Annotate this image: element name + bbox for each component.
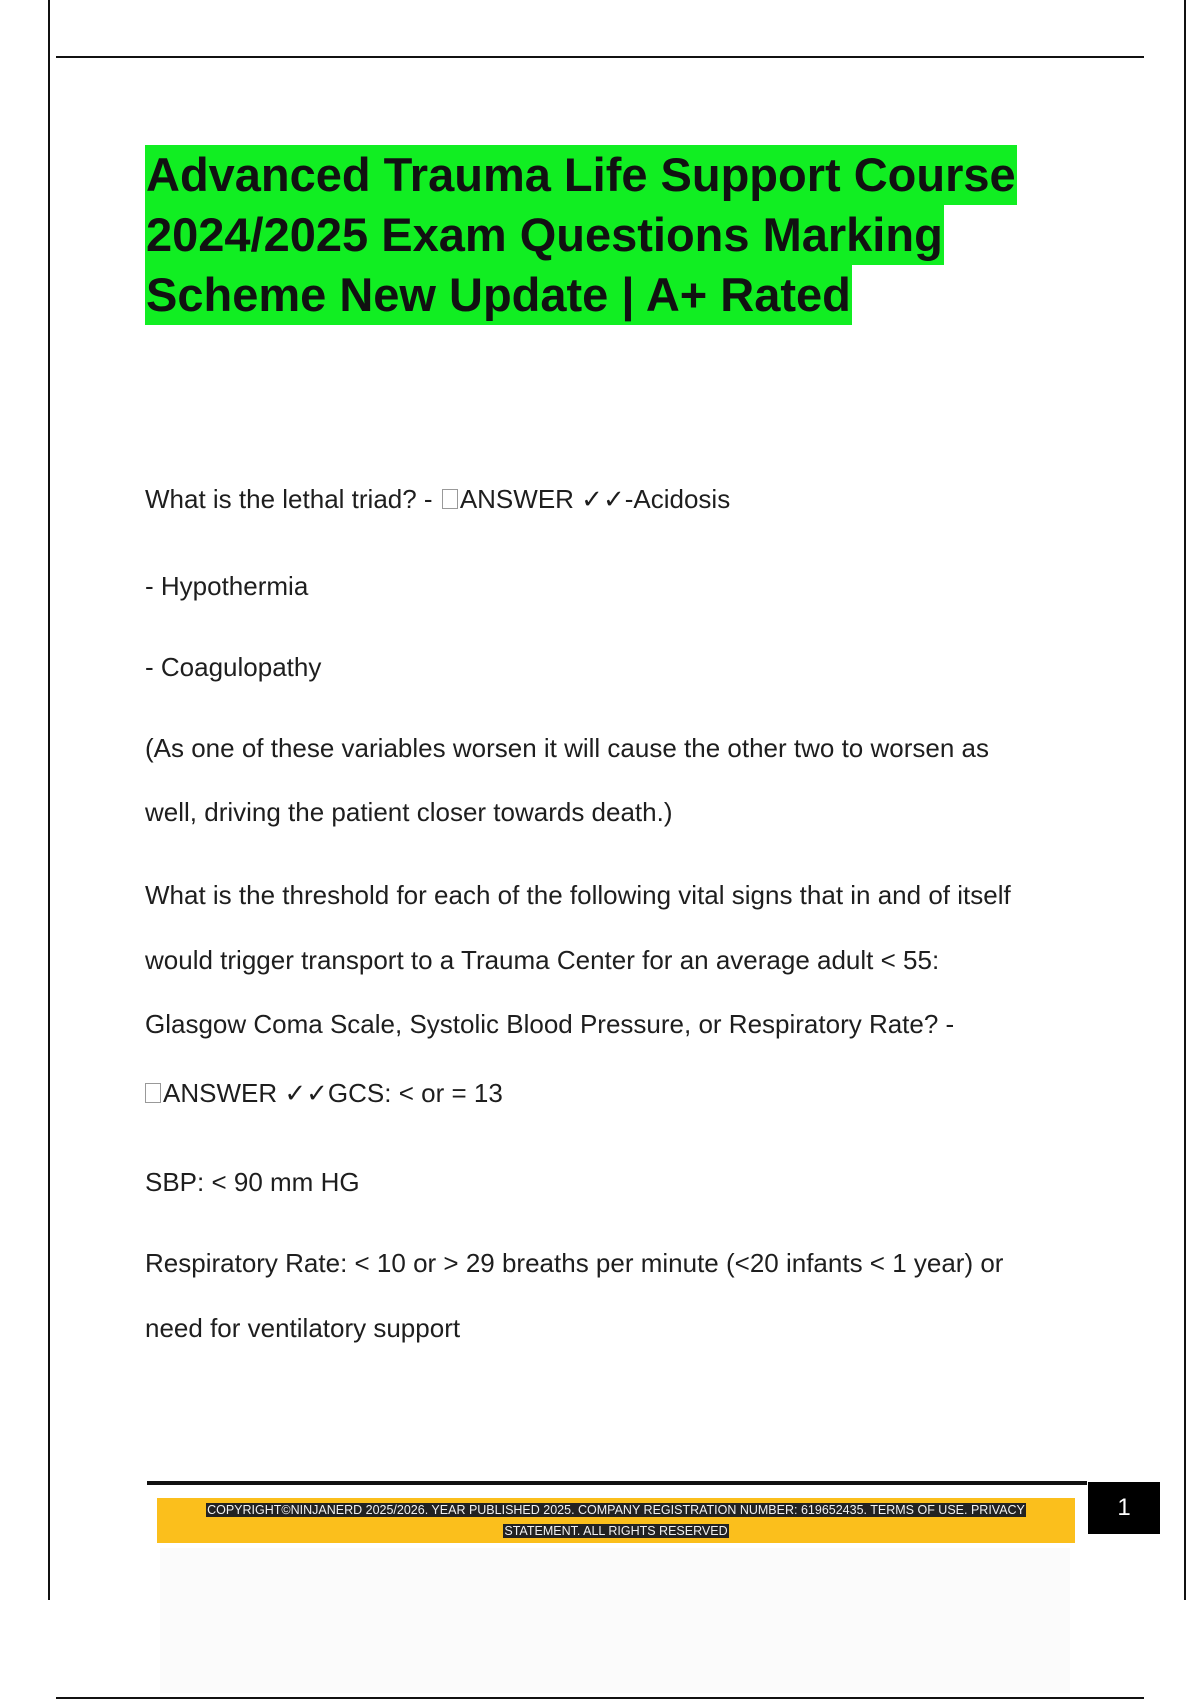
- title-line-2: 2024/2025 Exam Questions Marking: [145, 205, 944, 265]
- document-title: [145, 145, 1075, 325]
- note-line-1: (As one of these variables worsen it will cause the other two to worsen as: [145, 733, 989, 763]
- sbp-line: SBP: < 90 mm HG: [145, 1167, 360, 1197]
- copyright-notice: [157, 1500, 1075, 1542]
- rr-line-1: Respiratory Rate: < 10 or > 29 breaths per minute (<20 infants < 1 year) or: [145, 1248, 1004, 1278]
- page-border-left: [48, 0, 50, 1600]
- question-2-line-2: would trigger transport to a Trauma Center for an average adult < 55:: [145, 945, 940, 975]
- missing-glyph-icon: [442, 489, 458, 509]
- question-2-answer-text: ANSWER ✓✓GCS: < or = 13: [163, 1078, 503, 1108]
- title-line-3: Scheme New Update | A+ Rated: [145, 265, 852, 325]
- footer-bottom-rule: [56, 1697, 1144, 1699]
- question-1: [145, 484, 730, 515]
- rr-line-2: need for ventilatory support: [145, 1313, 461, 1343]
- copyright-line-1: COPYRIGHT©NINJANERD 2025/2026. YEAR PUBLISHED 2025. COMPANY REGISTRATION NUMBER: 619652435. TERMS OF USE. PRIVACY: [207, 1503, 1025, 1517]
- question-2-answer: [145, 1078, 503, 1109]
- copyright-line-2: STATEMENT. ALL RIGHTS RESERVED: [504, 1524, 728, 1538]
- question-2-line-3: Glasgow Coma Scale, Systolic Blood Pressure, or Respiratory Rate? -: [145, 1009, 955, 1039]
- question-1-text: What is the lethal triad? -: [145, 484, 440, 514]
- question-1-answer: ANSWER ✓✓-Acidosis: [459, 484, 731, 514]
- list-item: - Coagulopathy: [145, 652, 322, 682]
- page-number: 1: [1088, 1482, 1160, 1534]
- footer-rule: [147, 1481, 1087, 1485]
- blank-area: [160, 1548, 1070, 1693]
- header-rule: [56, 56, 1144, 58]
- title-line-1: Advanced Trauma Life Support Course: [145, 145, 1017, 205]
- missing-glyph-icon: [145, 1083, 161, 1103]
- list-item: - Hypothermia: [145, 571, 309, 601]
- note-line-2: well, driving the patient closer towards death.): [145, 797, 673, 827]
- page-border-right: [1184, 0, 1186, 1600]
- question-2-line-1: What is the threshold for each of the following vital signs that in and of itself: [145, 880, 1011, 910]
